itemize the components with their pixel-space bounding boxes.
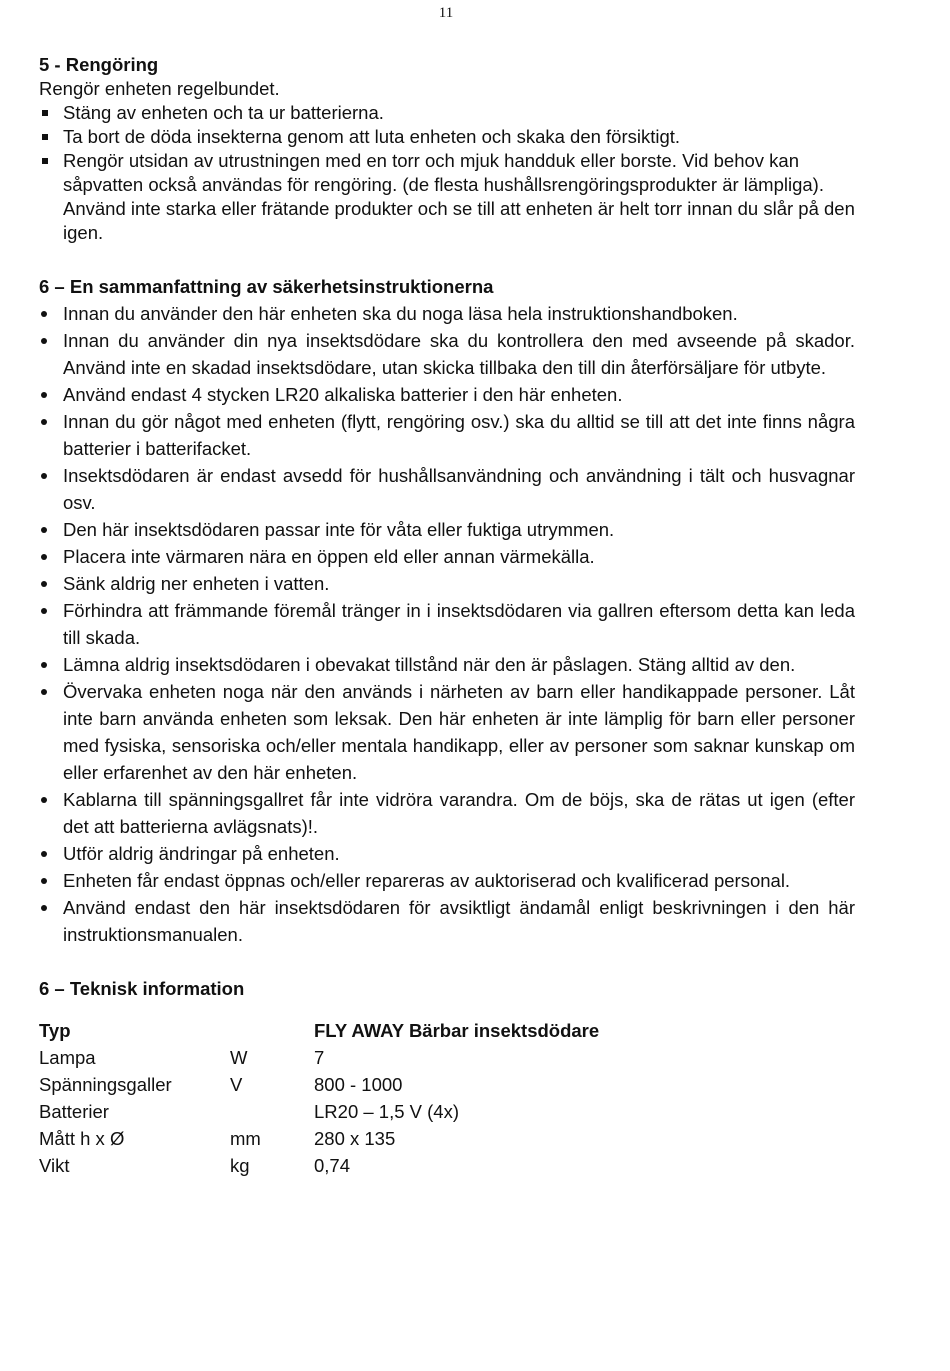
document-body [39, 53, 855, 1179]
spec-unit: kg [230, 1154, 250, 1176]
spec-label: Batterier [39, 1100, 109, 1122]
spec-value: LR20 – 1,5 V (4x) [314, 1100, 459, 1122]
spec-table [39, 1017, 599, 1179]
safety-list [39, 300, 855, 948]
section-technical [39, 977, 855, 1179]
section-cleaning [39, 53, 855, 245]
list-item: Den här insektsdödaren passar inte för våta eller fuktiga utrymmen. [39, 516, 855, 543]
spec-unit [230, 1098, 314, 1125]
spec-unit: V [230, 1073, 243, 1095]
cleaning-intro: Rengör enheten regelbundet. [39, 78, 280, 99]
list-item: Lämna aldrig insektsdödaren i obevakat tillstånd när den är påslagen. Stäng alltid av den. [39, 651, 855, 678]
spec-unit: W [230, 1046, 248, 1068]
list-item: Stäng av enheten och ta ur batterierna. [39, 101, 855, 125]
list-item: Innan du gör något med enheten (flytt, rengöring osv.) ska du alltid se till att det inte finns några batterier i batterifacket. [39, 408, 855, 462]
cleaning-list [39, 101, 855, 245]
list-item: Enheten får endast öppnas och/eller repareras av auktoriserad och kvalificerad personal. [39, 867, 855, 894]
spec-label: Spänningsgaller [39, 1073, 172, 1095]
list-item: Sänk aldrig ner enheten i vatten. [39, 570, 855, 597]
spec-label: Vikt [39, 1154, 70, 1176]
spec-value: FLY AWAY Bärbar insektsdödare [314, 1019, 600, 1041]
list-item: Använd endast 4 stycken LR20 alkaliska batterier i den här enheten. [39, 381, 855, 408]
spec-unit: mm [230, 1127, 261, 1149]
section-heading-technical: 6 – Teknisk information [39, 978, 245, 999]
spec-value: 280 x 135 [314, 1127, 396, 1149]
list-item: Ta bort de döda insekterna genom att luta enheten och skaka den försiktigt. [39, 125, 855, 149]
table-row [39, 1071, 599, 1098]
spec-unit [230, 1017, 314, 1044]
list-item: Insektsdödaren är endast avsedd för hushållsanvändning och användning i tält och husvagnar osv. [39, 462, 855, 516]
table-row [39, 1152, 599, 1179]
table-row [39, 1098, 599, 1125]
spec-label: Typ [39, 1019, 71, 1041]
section-heading-cleaning: 5 - Rengöring [39, 54, 159, 75]
list-item: Utför aldrig ändringar på enheten. [39, 840, 855, 867]
section-safety [39, 274, 855, 948]
table-row [39, 1125, 599, 1152]
table-row [39, 1044, 599, 1071]
page-number: 11 [438, 5, 454, 21]
spec-label: Lampa [39, 1046, 96, 1068]
table-row [39, 1017, 599, 1044]
list-item: Innan du använder din nya insektsdödare ska du kontrollera den med avseende på skador. Använd inte en skadad insektsdödare, utan skicka tillbaka den till din återförsäljare för utbyte. [39, 327, 855, 381]
spec-value: 0,74 [314, 1154, 351, 1176]
spec-value: 800 - 1000 [314, 1073, 403, 1095]
list-item: Kablarna till spänningsgallret får inte vidröra varandra. Om de böjs, ska de rätas ut igen (efter det att batterierna avlägsnats)!. [39, 786, 855, 840]
list-item: Rengör utsidan av utrustningen med en torr och mjuk handduk eller borste. Vid behov kan såpvatten också användas för rengöring. (de flesta hushållsrengöringsprodukter är lämpliga). Använd inte starka eller frätande produkter och se till att enheten är helt torr innan du slår på den igen. [39, 149, 855, 245]
list-item: Innan du använder den här enheten ska du noga läsa hela instruktionshandboken. [39, 300, 855, 327]
spec-label: Mått h x Ø [39, 1127, 125, 1149]
list-item: Förhindra att främmande föremål tränger in i insektsdödaren via gallren eftersom detta kan leda till skada. [39, 597, 855, 651]
list-item: Använd endast den här insektsdödaren för avsiktligt ändamål enligt beskrivningen i den här instruktionsmanualen. [39, 894, 855, 948]
list-item: Placera inte värmaren nära en öppen eld eller annan värmekälla. [39, 543, 855, 570]
spec-value: 7 [314, 1046, 325, 1068]
section-heading-safety: 6 – En sammanfattning av säkerhetsinstruktionerna [39, 276, 494, 297]
list-item: Övervaka enheten noga när den används i närheten av barn eller handikappade personer. Låt inte barn använda enheten som leksak. Den här enheten är inte lämplig för barn eller personer med fysiska, sensoriska och/eller mentala handikapp, eller av personer som saknar kunskap om eller erfarenhet av den här enheten. [39, 678, 855, 786]
